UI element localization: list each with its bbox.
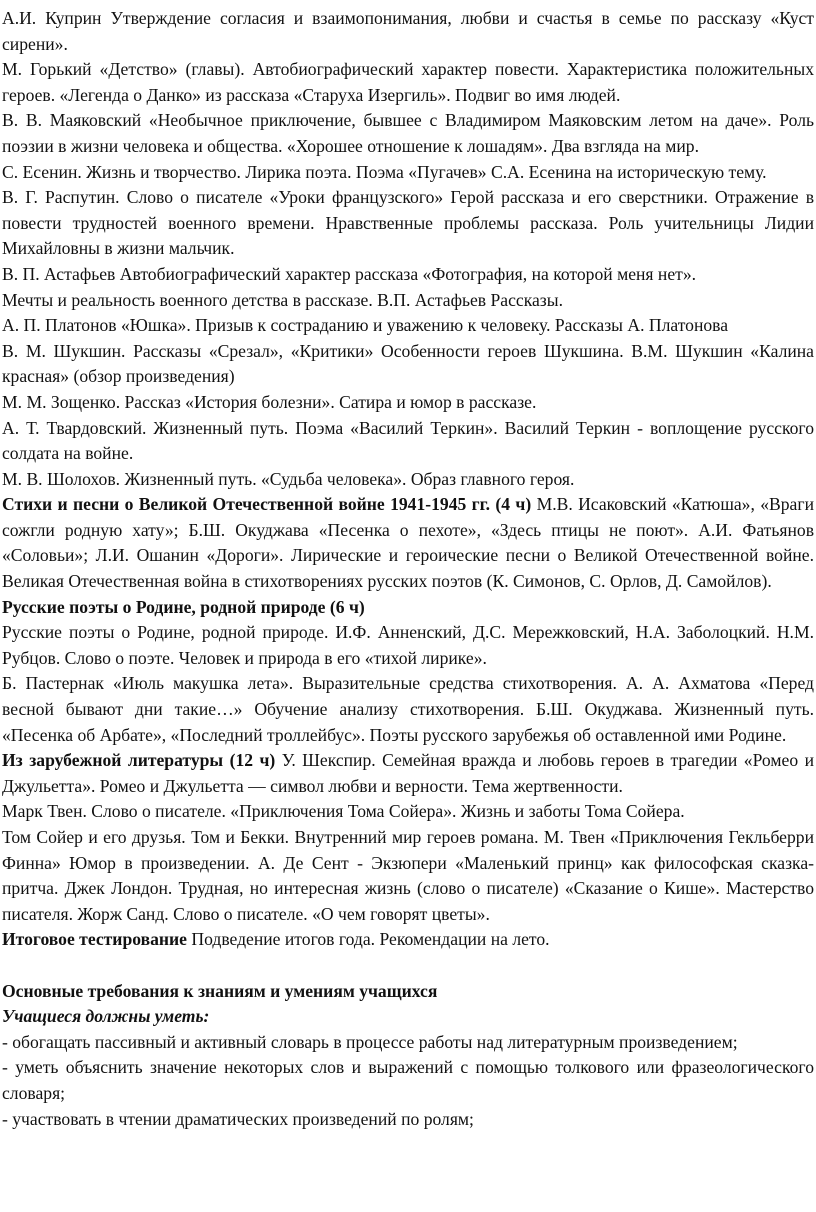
subtitle-students-should: Учащиеся должны уметь:	[2, 1006, 210, 1027]
paragraph-rasputin: В. Г. Распутин. Слово о писателе «Уроки французского» Герой рассказа и его сверстники. Отражение в повести трудностей военного времени. Нравственные проблемы рассказа. Роль учительницы Лидии Михайловны в жизни мальчик.	[2, 187, 814, 259]
section-title-war-songs: Стихи и песни о Великой Отечественной войне 1941-1945 гг. (4 ч)	[2, 494, 532, 515]
paragraph-shukshin: В. М. Шукшин. Рассказы «Срезал», «Критики» Особенности героев Шукшина. В.М. Шукшин «Калина красная» (обзор произведения)	[2, 340, 814, 387]
paragraph-gorky: М. Горький «Детство» (главы). Автобиографический характер повести. Характеристика положительных героев. «Легенда о Данко» из рассказа «Старуха Изергиль». Подвиг во имя людей.	[2, 59, 814, 105]
section-title-requirements: Основные требования к знаниям и умениям учащихся	[2, 980, 438, 1001]
paragraph-pasternak: Б. Пастернак «Июль макушка лета». Выразительные средства стихотворения. А. А. Ахматова «Перед весной бывают дни такие…» Обучение анализу стихотворения. Б.Ш. Окуджава. Жизненный путь. «Песенка об Арбате», «Последний троллейбус». Поэты русского зарубежья об оставленной ими Родине.	[2, 673, 814, 745]
requirement-item: - участвовать в чтении драматических произведений по ролям;	[2, 1108, 474, 1129]
section-title-final-test: Итоговое тестирование	[2, 929, 187, 950]
blank-line	[2, 953, 814, 979]
paragraph-foreign-literature	[2, 748, 814, 799]
paragraph-tom-sawyer: Том Сойер и его друзья. Том и Бекки. Внутренний мир героев романа. М. Твен «Приключения Гекльберри Финна» Юмор в произведении. А. Де Сент - Экзюпери «Маленький принц» как философская сказка- притча. Джек Лондон. Трудная, но интересная жизнь (слово о писателе) «Сказание о Кише». Мастерство писателя. Жорж Санд. Слово о писателе. «О чем говорят цветы».	[2, 827, 814, 924]
paragraph-astafiev: В. П. Астафьев Автобиографический характер рассказа «Фотография, на которой меня нет».	[2, 263, 697, 284]
paragraph-mark-twain: Марк Твен. Слово о писателе. «Приключения Тома Сойера». Жизнь и заботы Тома Сойера.	[2, 801, 685, 822]
section-title-foreign-literature: Из зарубежной литературы (12 ч)	[2, 750, 276, 771]
paragraph-kuprin: А.И. Куприн Утверждение согласия и взаимопонимания, любви и счастья в семье по рассказу «Куст сирени».	[2, 8, 814, 54]
paragraph-astafiev-stories: Мечты и реальность военного детства в рассказе. В.П. Астафьев Рассказы.	[2, 289, 563, 310]
war-songs-text: М.В. Исаковский «Катюша», «Враги сожгли родную хату»; Б.Ш. Окуджава «Песенка о пехоте», «Здесь птицы не поют». А.И. Фатьянов «Соловьи»; Л.И. Ошанин «Дороги». Лирические и героические песни о Великой Отечественной войне. Великая Отечественная война в стихотворениях русских поэтов (К. Симонов, С. Орлов, Д. Самойлов).	[2, 494, 814, 592]
requirement-item: - уметь объяснить значение некоторых слов и выражений с помощью толкового или фразеологического словаря;	[2, 1057, 814, 1103]
paragraph-mayakovsky: В. В. Маяковский «Необычное приключение, бывшее с Владимиром Маяковским летом на даче». Роль поэзии в жизни человека и общества. «Хорошее отношение к лошадям». Два взгляда на мир.	[2, 110, 814, 156]
paragraph-platonov: А. П. Платонов «Юшка». Призыв к состраданию и уважению к человеку. Рассказы А. Платонова	[2, 315, 729, 336]
paragraph-esenin: С. Есенин. Жизнь и творчество. Лирика поэта. Поэма «Пугачев» С.А. Есенина на историческую тему.	[2, 161, 767, 182]
paragraph-zoshchenko: М. М. Зощенко. Рассказ «История болезни». Сатира и юмор в рассказе.	[2, 391, 537, 412]
paragraph-homeland-poets: Русские поэты о Родине, родной природе. И.Ф. Анненский, Д.С. Мережковский, Н.А. Заболоцкий. Н.М. Рубцов. Слово о поэте. Человек и природа в его «тихой лирике».	[2, 622, 814, 668]
paragraph-tvardovsky: А. Т. Твардовский. Жизненный путь. Поэма «Василий Теркин». Василий Теркин - воплощение русского солдата на войне.	[2, 417, 814, 464]
requirement-item: - обогащать пассивный и активный словарь в процессе работы над литературным произведением;	[2, 1031, 738, 1052]
final-test-text: Подведение итогов года. Рекомендации на лето.	[186, 929, 550, 950]
paragraph-final-test	[2, 927, 814, 953]
paragraph-war-songs	[2, 492, 814, 594]
paragraph-sholokhov: М. В. Шолохов. Жизненный путь. «Судьба человека». Образ главного героя.	[2, 468, 575, 489]
section-title-homeland: Русские поэты о Родине, родной природе (6 ч)	[2, 596, 365, 617]
foreign-literature-text: У. Шекспир. Семейная вражда и любовь героев в трагедии «Ромео и Джульетта». Ромео и Джульетта — символ любви и верности. Тема жертвенности.	[2, 750, 814, 796]
